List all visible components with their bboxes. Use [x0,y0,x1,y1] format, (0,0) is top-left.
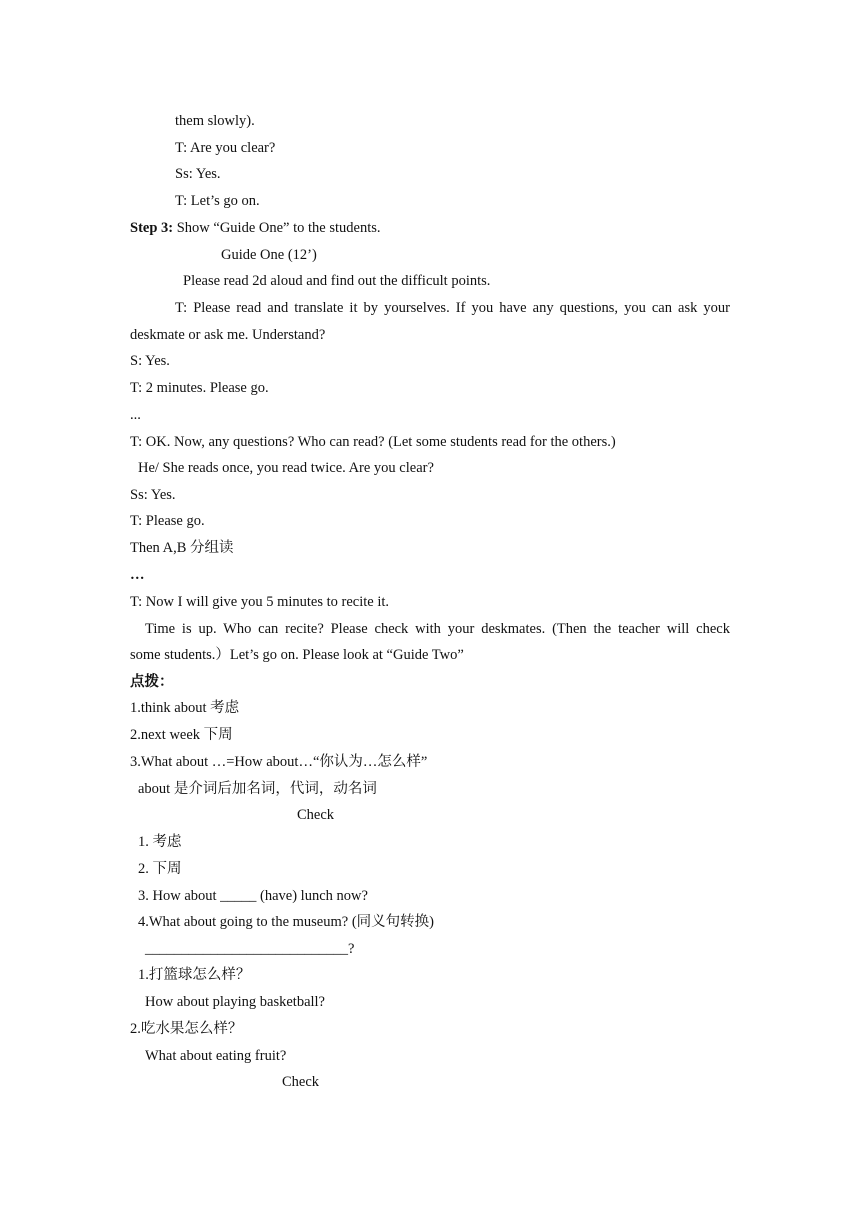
text-line: What about eating fruit? [145,1048,287,1064]
guide-title: Guide One (12’) [221,247,317,263]
text-line: Then A,B 分组读 [130,540,234,556]
step-text: Show “Guide One” to the students. [173,220,381,236]
section-heading: 点拨： [130,674,174,690]
text-line: T: Now I will give you 5 minutes to recite it. [130,594,390,610]
text-line: How about playing basketball? [145,994,325,1010]
text-line: S: Yes. [130,353,170,369]
text-line: T: Please read and translate it by yourselves. If you have any questions, you can ask your [175,300,730,316]
text-line: 1. 考虑 [138,834,182,850]
text-line: 2.next week 下周 [130,727,233,743]
text-line: some students.）Let’s go on. Please look at “Guide Two” [130,647,464,663]
text-line: 1.打篮球怎么样？ [138,967,251,983]
text-line: Ss: Yes. [130,487,176,503]
text-line: T: OK. Now, any questions? Who can read? (Let some students read for the others.) [130,434,616,450]
text-line: T: Let’s go on. [175,193,260,209]
text-line: … [130,567,145,583]
text-line: 3.What about …=How about…“你认为…怎么样” [130,754,428,770]
text-line: He/ She reads once, you read twice. Are you clear? [138,460,434,476]
text-line: 2.吃水果怎么样？ [130,1021,243,1037]
text-line: about 是介词后加名词，代词，动名词 [138,781,377,797]
step-heading [130,219,381,237]
check-heading: Check [297,807,335,823]
text-line: T: Please go. [130,513,205,529]
text-line: 2. 下周 [138,861,182,877]
text-line: ... [130,407,141,423]
text-line: Ss: Yes. [175,166,221,182]
text-line: 1.think about 考虑 [130,700,240,716]
step-label: Step 3: [130,220,174,236]
text-line: T: Are you clear? [175,140,276,156]
text-line: 4.What about going to the museum? (同义句转换) [138,914,434,930]
text-line: Please read 2d aloud and find out the difficult points. [183,273,491,289]
check-heading: Check [282,1074,320,1090]
text-line: them slowly). [175,113,255,129]
text-line: Time is up. Who can recite? Please check with your deskmates. (Then the teacher will check [145,621,730,637]
answer-blank: ____________________________? [145,941,355,957]
text-line: 3. How about _____ (have) lunch now? [138,888,368,904]
text-line: T: 2 minutes. Please go. [130,380,269,396]
text-line: deskmate or ask me. Understand? [130,327,326,343]
